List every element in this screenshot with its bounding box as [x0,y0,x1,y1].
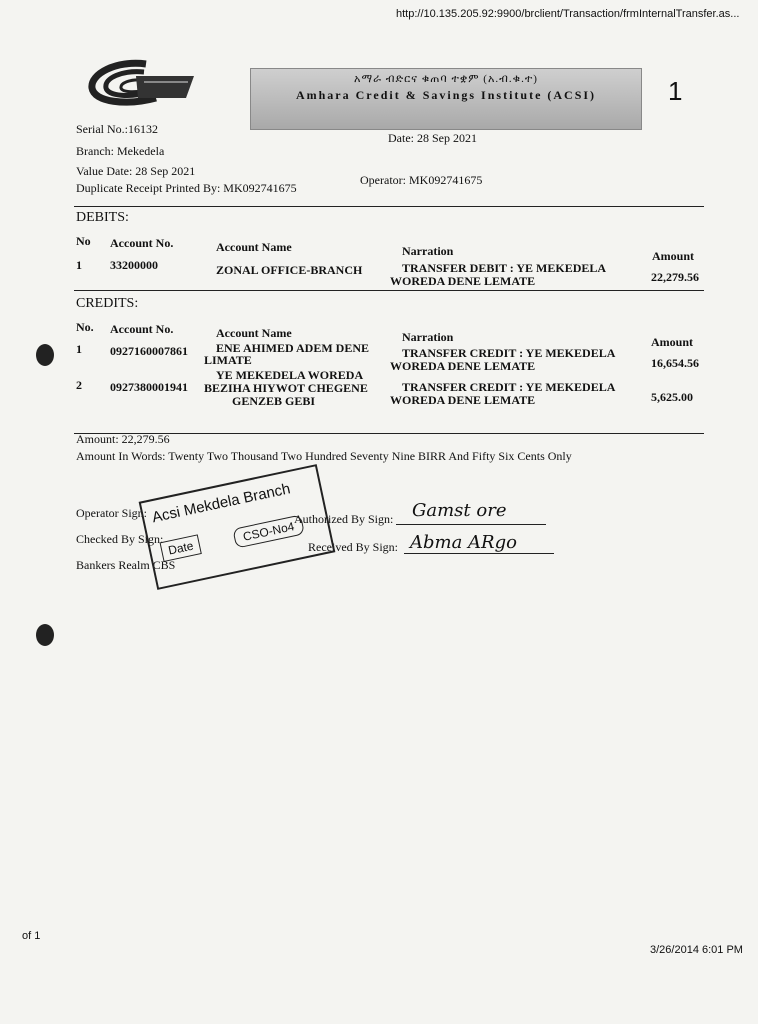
debits-title: DEBITS: [76,210,129,225]
total-amount: Amount: 22,279.56 [76,432,170,446]
received-signature: Abma ARgo [410,532,517,553]
branch-stamp [139,464,336,590]
operator-sign-label: Operator Sign: [76,506,147,520]
debit-row-account-name: ZONAL OFFICE-BRANCH [216,263,363,277]
debits-header-account-name: Account Name [216,240,292,254]
received-by-label: Received By Sign: [308,540,398,554]
authorized-by-label: Authorized By Sign: [294,512,394,526]
duplicate-receipt-printer: Duplicate Receipt Printed By: MK092741675 [76,181,297,195]
amount-in-words: Amount In Words: Twenty Two Thousand Two Hundred Seventy Nine BIRR And Fifty Six Cents Only [76,449,572,463]
credit-row-narration-line2: WOREDA DENE LEMATE [390,359,536,373]
credits-header-account-no: Account No. [110,322,174,336]
credits-title: CREDITS: [76,296,139,311]
credit-row-account-name-line2: BEZIHA HIYWOT CHEGENE [204,381,368,395]
stamp-branch-text: Acsi Mekdela Branch [150,480,292,527]
divider [74,290,704,291]
credit-row-no: 1 [76,342,82,356]
credit-row-account-no: 0927380001941 [110,380,188,394]
serial-number: Serial No.:16132 [76,122,158,136]
debits-header-no: No [76,234,91,248]
debits-header-account-no: Account No. [110,236,174,250]
authorized-sign-line [396,524,546,525]
credit-row-account-name-line1: YE MEKEDELA WOREDA [216,368,364,382]
receipt-date: Date: 28 Sep 2021 [388,131,477,145]
debit-row-no: 1 [76,258,82,272]
authorized-signature: Gamst ore [412,500,507,521]
credits-header-account-name: Account Name [216,326,292,340]
credit-row-amount: 16,654.56 [651,356,699,370]
credit-row-no: 2 [76,378,82,392]
debit-row-narration-line1: TRANSFER DEBIT : YE MEKEDELA [402,261,607,275]
institution-banner [250,68,642,130]
checked-by-label: Checked By Sign: [76,532,164,546]
credits-header-no: No. [76,320,94,334]
debit-row-amount: 22,279.56 [651,270,699,284]
credit-row-narration-line1: TRANSFER CREDIT : YE MEKEDELA [402,346,616,360]
operator-id: Operator: MK092741675 [360,173,483,187]
credit-row-account-name-line3: GENZEB GEBI [232,394,316,408]
institution-english-name: Amhara Credit & Savings Institute (ACSI) [295,88,597,102]
credits-header-amount: Amount [651,335,694,349]
punch-hole-icon [36,624,54,646]
credit-row-amount: 5,625.00 [651,390,693,404]
credit-row-narration-line2: WOREDA DENE LEMATE [390,393,536,407]
stamp-date-box: Date [160,534,203,562]
bankers-realm-label: Bankers Realm CBS [76,558,176,572]
value-date: Value Date: 28 Sep 2021 [76,164,196,178]
debits-header-amount: Amount [652,249,695,263]
institution-amharic-name: አማራ ብድርና ቁጠባ ተቋም (አ.ብ.ቁ.ተ) [354,73,538,85]
stamp-cso: CSO-No4 [232,514,305,548]
page-url: http://10.135.205.92:9900/brclient/Transaction/frmInternalTransfer.as... [396,8,740,20]
debit-row-narration-line2: WOREDA DENE LEMATE [390,274,536,288]
page-count: of 1 [22,930,41,942]
received-sign-line [404,553,554,554]
debits-header-narration: Narration [402,244,454,258]
divider [74,206,704,207]
credit-row-narration-line1: TRANSFER CREDIT : YE MEKEDELA [402,380,616,394]
credit-row-account-no: 0927160007861 [110,344,188,358]
debit-row-account-no: 33200000 [110,258,158,272]
copy-number: 1 [668,76,683,106]
credit-row-account-name-line2: LIMATE [204,353,252,367]
print-timestamp: 3/26/2014 6:01 PM [650,944,743,956]
branch-name: Branch: Mekedela [76,144,165,158]
punch-hole-icon [36,344,54,366]
acsi-logo-icon [86,58,196,108]
credits-header-narration: Narration [402,330,454,344]
credit-row-account-name-line1: ENE AHIMED ADEM DENE [216,341,370,355]
